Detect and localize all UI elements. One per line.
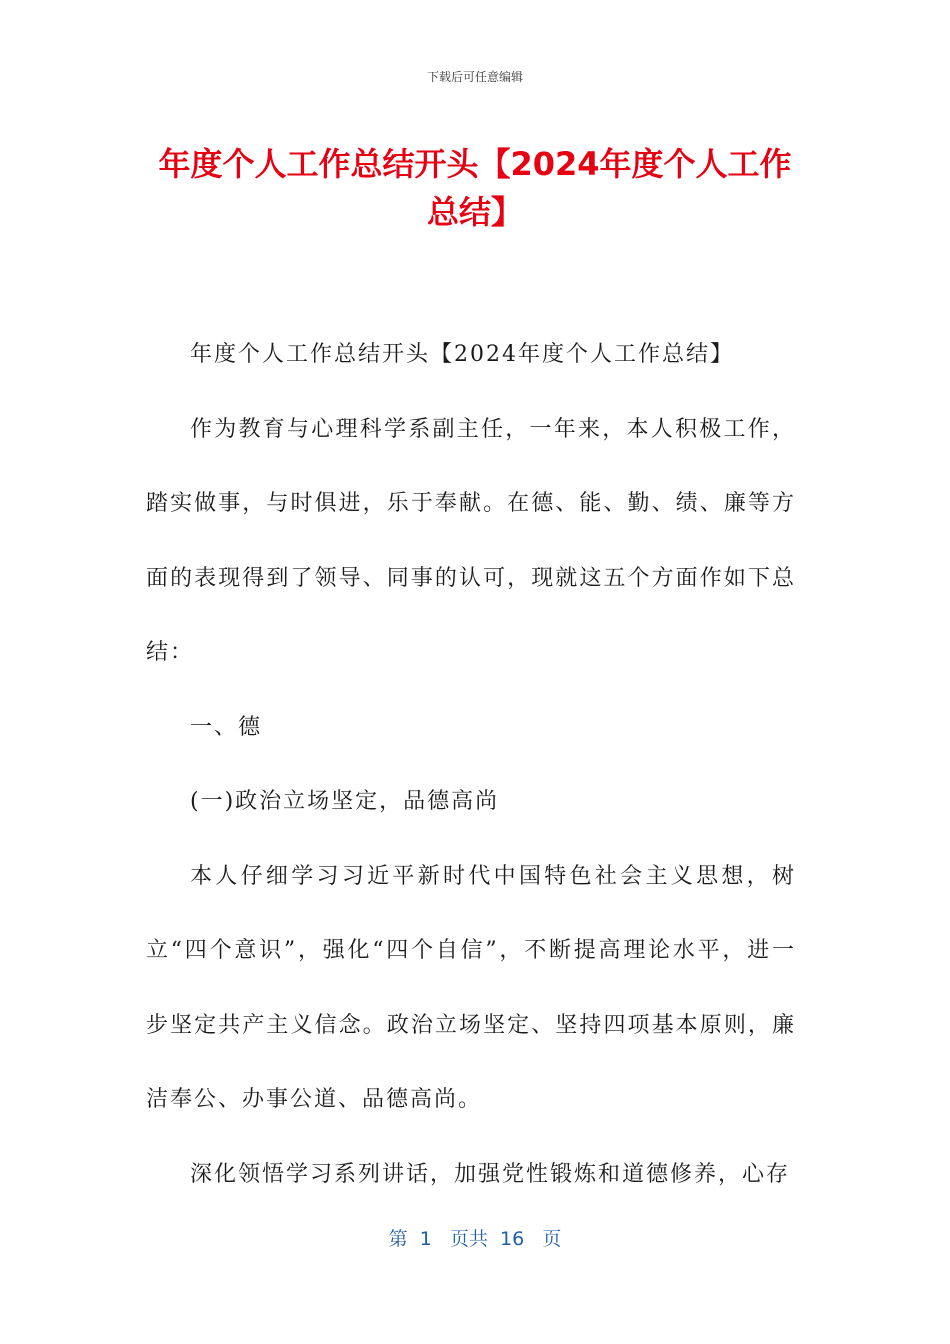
section-heading-de: 一、德 <box>190 714 263 740</box>
page-header-note: 下载后可任意编辑 <box>426 70 523 84</box>
paragraph-study: 本人仔细学习习近平新时代中国特色社会主义思想，树立“四个意识”，强化“四个自信”，不断提高理论水平，进一步坚定共产主义信念。政治立场坚定、坚持四项基本原则，廉洁奉公、办事公道、品德高尚。 <box>146 863 796 1112</box>
document-body <box>146 318 796 1212</box>
subsection-heading-political: (一)政治立场坚定，品德高尚 <box>190 789 500 814</box>
paragraph-intro: 作为教育与心理科学系副主任，一年来，本人积极工作，踏实做事，与时俱进，乐于奉献。在德、能、勤、绩、廉等方面的表现得到了领导、同事的认可，现就这五个方面作如下总结： <box>146 416 796 665</box>
paragraph-deepen: 深化领悟学习系列讲话，加强党性锻炼和道德修养，心存 <box>190 1161 791 1187</box>
paragraph-subtitle: 年度个人工作总结开头【2024年度个人工作总结】 <box>190 342 734 367</box>
document-title: 年度个人工作总结开头【2024年度个人工作总结】 <box>158 145 792 231</box>
page-number-footer: 第 1 页共 16 页 <box>388 1228 562 1250</box>
